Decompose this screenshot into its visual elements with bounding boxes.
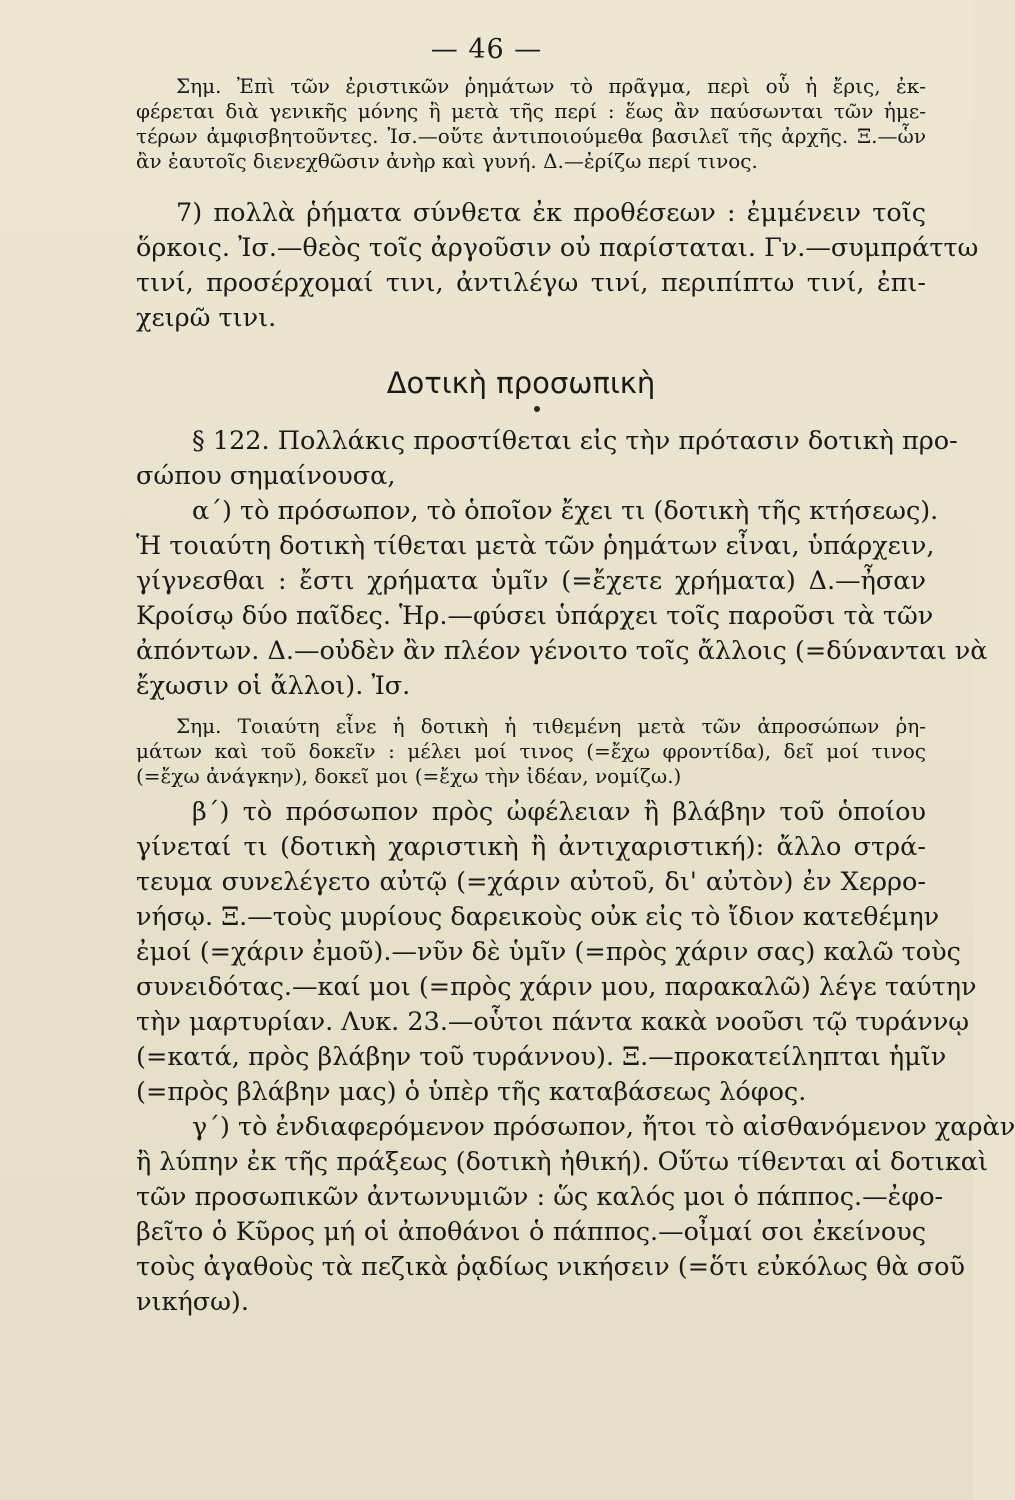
paragraph-122 bbox=[136, 424, 988, 704]
text-line: τοὺς ἀγαθοὺς τὰ πεζικὰ ῥᾳδίως νικήσειν (=ὅτι εὐκόλως θὰ σοῦ bbox=[136, 1252, 965, 1282]
text-line: Σημ. Τοιαύτη εἶνε ἡ δοτικὴ ἡ τιθεμένη μετὰ τῶν ἀπροσώπων ῥη- bbox=[176, 714, 926, 738]
text-line: τὴν μαρτυρίαν. Λυκ. 23.—οὗτοι πάντα κακὰ νοοῦσι τῷ τυράννῳ bbox=[136, 1007, 970, 1037]
section-heading: Δοτικὴ προσωπικὴ bbox=[386, 366, 656, 400]
note-eristic-verbs bbox=[136, 74, 926, 174]
text-line: νικήσω). bbox=[136, 1287, 249, 1317]
text-line: α΄) τὸ πρόσωπον, τὸ ὁποῖον ἔχει τι (δοτικὴ τῆς κτήσεως). bbox=[192, 496, 939, 526]
page-number: — 46 — bbox=[430, 34, 543, 65]
text-line: τευμα συνελέγετο αὐτῷ (=χάριν αὐτοῦ, δι' αὐτὸν) ἐν Χερρο- bbox=[136, 867, 926, 897]
text-line: γίνεταί τι (δοτικὴ χαριστικὴ ἢ ἀντιχαριστική): ἄλλο στρά- bbox=[136, 832, 926, 862]
text-line: § 122. Πολλάκις προστίθεται εἰς τὴν πρότασιν δοτικὴ προ- bbox=[192, 426, 958, 456]
text-line: τέρων ἀμφισβητοῦντες. Ἰσ.—οὔτε ἀντιποιούμεθα βασιλεῖ τῆς ἀρχῆς. Ξ.—ὧν bbox=[136, 124, 926, 148]
note-impersonal-verbs bbox=[136, 714, 926, 789]
text-line: συνειδότας.—καί μοι (=πρὸς χάριν μου, παρακαλῶ) λέγε ταύτην bbox=[136, 972, 977, 1002]
text-line: τινί, προσέρχομαί τινι, ἀντιλέγω τινί, περιπίπτω τινί, ἐπι- bbox=[136, 268, 926, 298]
text-line: ἀπόντων. Δ.—οὐδὲν ἂν πλέον γένοιτο τοῖς ἄλλοις (=δύνανται νὰ bbox=[136, 636, 988, 666]
text-line: Ἡ τοιαύτη δοτικὴ τίθεται μετὰ τῶν ῥημάτων εἶναι, ὑπάρχειν, bbox=[136, 531, 935, 561]
text-line: ἢ λύπην ἐκ τῆς πράξεως (δοτικὴ ἠθική). Οὕτω τίθενται αἱ δοτικαὶ bbox=[136, 1147, 988, 1177]
text-line: τῶν προσωπικῶν ἀντωνυμιῶν : ὥς καλός μοι ὁ πάππος.—ἐφο- bbox=[136, 1182, 944, 1212]
text-line: (=πρὸς βλάβην μας) ὁ ὑπὲρ τῆς καταβάσεως λόφος. bbox=[136, 1077, 807, 1107]
text-line: βεῖτο ὁ Κῦρος μή οἱ ἀποθάνοι ὁ πάππος.—οἶμαί σοι ἐκείνους bbox=[136, 1217, 926, 1247]
text-line: (=ἔχω ἀνάγκην), δοκεῖ μοι (=ἔχω τὴν ἰδέαν, νομίζω.) bbox=[136, 764, 682, 788]
text-line: μάτων καὶ τοῦ δοκεῖν : μέλει μοί τινος (=ἔχω φροντίδα), δεῖ μοί τινος bbox=[136, 739, 926, 763]
text-line: ἂν ἑαυτοῖς διενεχθῶσιν ἀνὴρ καὶ γυνή. Δ.—ἐρίζω περί τινος. bbox=[136, 149, 758, 173]
text-line: (=κατά, πρὸς βλάβην τοῦ τυράννου). Ξ.—προκατείληπται ἡμῖν bbox=[136, 1042, 947, 1072]
text-line: φέρεται διὰ γενικῆς μόνης ἢ μετὰ τῆς περί : ἕως ἂν παύσωνται τῶν ἡμε- bbox=[136, 99, 926, 123]
text-line: β΄) τὸ πρόσωπον πρὸς ὠφέλειαν ἢ βλάβην τοῦ ὁποίου bbox=[192, 797, 926, 827]
text-line: ἔχωσιν οἱ ἄλλοι). Ἰσ. bbox=[136, 671, 411, 701]
text-line: Κροίσῳ δύο παῖδες. Ἡρ.—φύσει ὑπάρχει τοῖς παροῦσι τὰ τῶν bbox=[136, 601, 934, 631]
text-line: Σημ. Ἐπὶ τῶν ἐριστικῶν ῥημάτων τὸ πρᾶγμα, περὶ οὗ ἡ ἔρις, ἐκ- bbox=[176, 74, 926, 98]
text-line: γίγνεσθαι : ἔστι χρήματα ὑμῖν (=ἔχετε χρήματα) Δ.—ἦσαν bbox=[136, 566, 926, 596]
text-line: σώπου σημαίνουσα, bbox=[136, 461, 396, 491]
text-line: χειρῶ τινι. bbox=[136, 303, 277, 333]
text-line: νήσῳ. Ξ.—τοὺς μυρίους δαρεικοὺς οὐκ εἰς τὸ ἴδιον κατεθέμην bbox=[136, 902, 940, 932]
page-body bbox=[136, 74, 1015, 1320]
text-line: γ΄) τὸ ἐνδιαφερόμενον πρόσωπον, ἤτοι τὸ αἰσθανόμενον χαρὰν bbox=[192, 1112, 1015, 1142]
paragraph-c bbox=[136, 1110, 1015, 1320]
text-line: 7) πολλὰ ῥήματα σύνθετα ἐκ προθέσεων : ἐμμένειν τοῖς bbox=[176, 198, 926, 228]
paragraph-b bbox=[136, 795, 977, 1110]
text-line: ὅρκοις. Ἰσ.—θεὸς τοῖς ἀργοῦσιν οὐ παρίσταται. Γν.—συμπράττω bbox=[136, 233, 979, 263]
text-line: ἐμοί (=χάριν ἐμοῦ).—νῦν δὲ ὑμῖν (=πρὸς χάριν σας) καλῶ τοὺς bbox=[136, 937, 961, 967]
paragraph-7 bbox=[136, 196, 979, 336]
